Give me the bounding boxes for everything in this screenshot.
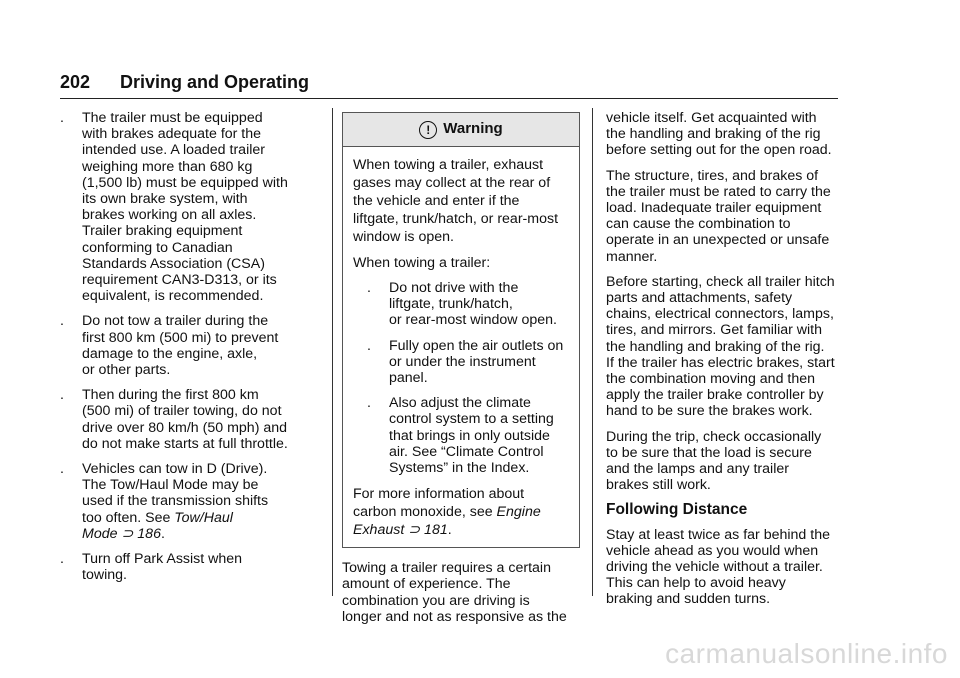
right-column xyxy=(606,110,844,617)
left-column xyxy=(60,110,322,592)
bullet-text: Turn off Park Assist when towing. xyxy=(82,551,243,584)
bullet: . xyxy=(60,313,64,330)
body-paragraph: During the trip, check occasionally to be sure that the load is secure and the lamps and any trailer brakes still work. xyxy=(606,428,822,494)
warning-box xyxy=(342,112,580,548)
bullet-text: Then during the first 800 km (500 mi) of trailer towing, do not drive over 80 km/h (50 mph) and do not make starts at full throttle. xyxy=(82,387,288,452)
page-header xyxy=(60,70,838,99)
warning-bullet-text: Fully open the air outlets on or under the instrument panel. xyxy=(389,337,564,387)
warning-icon: ! xyxy=(419,121,437,139)
body-paragraph: The structure, tires, and brakes of the trailer must be rated to carry the load. Inadequate trailer equipment can cause the combination to operate in an unexpected or unsafe manner. xyxy=(606,167,831,265)
warning-header xyxy=(343,113,579,147)
list-item xyxy=(60,313,322,378)
bullet: . xyxy=(367,280,371,296)
warning-paragraph xyxy=(353,485,569,539)
warning-paragraph: When towing a trailer: xyxy=(353,255,491,271)
list-item xyxy=(60,551,322,583)
bullet: . xyxy=(60,387,64,404)
body-paragraph: Before starting, check all trailer hitch parts and attachments, safety chains, electrical connectors, lamps, tires, and mirrors. Get familiar with the handling and braking of the rig. If the trailer has electric brakes, start the combination moving and then apply the trailer brake controller by hand to be sure the brakes work. xyxy=(606,273,835,420)
bullet-text-pre: Vehicles can tow in D (Drive). The Tow/Haul Mode may be used if the transmission shifts too often. See xyxy=(82,461,269,526)
bullet: . xyxy=(60,110,64,126)
body-paragraph: Stay at least twice as far behind the vehicle ahead as you would when driving the vehicle without a trailer. This can help to avoid heavy braking and sudden turns. xyxy=(606,526,830,608)
warning-list-item xyxy=(353,395,569,476)
body-paragraph: vehicle itself. Get acquainted with the handling and braking of the rig before setting out for the open road. xyxy=(606,110,832,159)
list-item xyxy=(60,461,322,542)
warning-list-item xyxy=(353,280,569,329)
column-divider xyxy=(592,108,593,596)
bullet: . xyxy=(60,461,64,478)
bullet-text-post: . xyxy=(160,525,165,542)
bullet: . xyxy=(367,395,371,412)
page-number: 202 xyxy=(60,72,91,92)
warning-bullet-text: Do not drive with the liftgate, trunk/hatch, or rear-most window open. xyxy=(389,280,557,329)
page-ref[interactable]: ⊃ 181 xyxy=(408,522,448,539)
warning-list-item xyxy=(353,338,569,387)
bullet: . xyxy=(367,337,371,354)
bullet-text: Do not tow a trailer during the first 800 km (500 mi) to prevent damage to the engine, axle, or other parts. xyxy=(82,313,279,379)
section-title: Driving and Operating xyxy=(120,72,310,92)
middle-column xyxy=(342,110,580,634)
warning-para3-post: . xyxy=(447,522,452,539)
warning-title: Warning xyxy=(443,120,503,138)
list-item xyxy=(60,110,322,304)
column-divider xyxy=(332,108,333,596)
tow-haul-mode-link[interactable]: Tow/Haul Mode xyxy=(82,509,233,542)
warning-body xyxy=(343,147,579,547)
subheading: Following Distance xyxy=(606,501,748,519)
bullet: . xyxy=(60,551,64,568)
warning-paragraph: When towing a trailer, exhaust gases may collect at the rear of the vehicle and enter if the liftgate, trunk/hatch, or rear-most window is open. xyxy=(353,157,559,245)
list-item xyxy=(60,387,322,452)
watermark: carmanualsonline.info xyxy=(665,638,948,669)
warning-para3-pre: For more information about carbon monoxide, see xyxy=(353,486,525,521)
body-paragraph: Towing a trailer requires a certain amount of experience. The combination you are driving is longer and not as responsive as the xyxy=(342,560,567,625)
engine-exhaust-link[interactable]: Engine Exhaust xyxy=(353,504,541,539)
bullet-text xyxy=(82,461,322,542)
page-ref[interactable]: ⊃ 186 xyxy=(121,525,161,542)
warning-bullet-text: Also adjust the climate control system to a setting that brings in only outside air. See “Climate Control Systems” in the Index. xyxy=(389,395,554,477)
bullet-text: The trailer must be equipped with brakes adequate for the intended use. A loaded trailer weighing more than 680 kg (1,500 lb) must be equipped with its own brake system, with brakes working on all axles. Trailer braking equipment conforming to Canadian Standards Association (CSA) requirement CAN3-D313, or its equivalent, is recommended. xyxy=(82,110,288,305)
